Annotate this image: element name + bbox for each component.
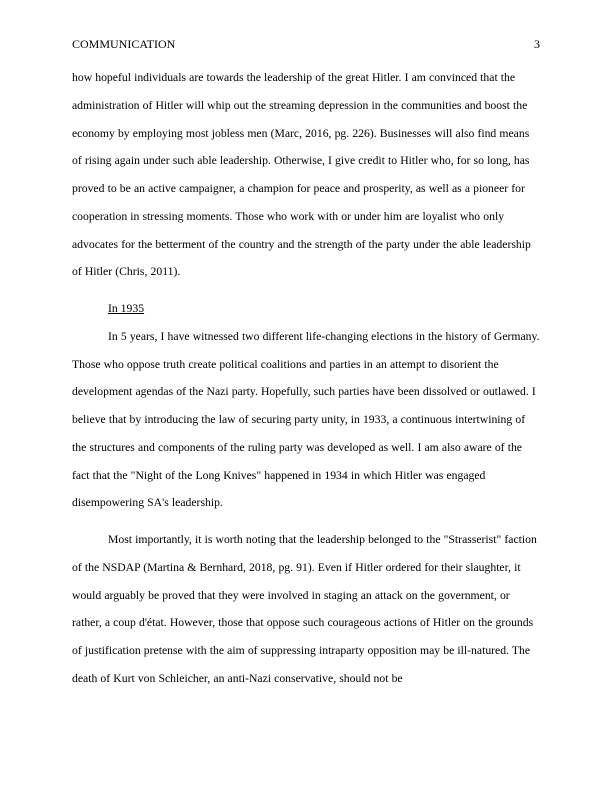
continuation-paragraph: how hopeful individuals are towards the leadership of the great Hitler. I am convinced that the administration of Hitler will whip out the streaming depression in the communities and boost the economy by employing most jobless men (Marc, 2016, pg. 226). Businesses will also find means of rising again under such able leadership. Otherwise, I give credit to Hitler who, for so long, has proved to be an active campaigner, a champion for peace and prosperity, as well as a pioneer for cooperation in stressing moments. Those who work with or under him are loyalist who only advocates for the betterment of the country and the strength of the party under the able leadership of Hitler (Chris, 2011). <box>72 71 531 279</box>
page-header <box>72 36 540 52</box>
page-number: 3 <box>534 37 540 51</box>
section-heading-text: In 1935 <box>108 302 145 315</box>
section-heading <box>72 295 540 323</box>
body-paragraph-2: In 5 years, I have witnessed two different life-changing elections in the history of Germany. Those who oppose truth create political coalitions and parties in an attempt to disorient the development agendas of the Nazi party. Hopefully, such parties have been dissolved or outlawed. I believe that by introducing the law of securing party unity, in 1933, a continuous intertwining of the structures and components of the ruling party was developed as well. I am also aware of the fact that the "Night of the Long Knives" happened in 1934 in which Hitler was engaged disempowering SA's leadership. <box>72 329 540 510</box>
running-head-title: COMMUNICATION <box>72 37 176 51</box>
body-paragraph-3: Most importantly, it is worth noting that the leadership belonged to the "Strasserist" faction of the NSDAP (Martina & Bernhard, 2018, pg. 91). Even if Hitler ordered for their slaughter, it would arguably be proved that they were involved in staging an attack on the government, or rather, a coup d'état. However, those that oppose such courageous actions of Hitler on the grounds of justification pretense with the aim of suppressing intraparty opposition may be ill-natured. The death of Kurt von Schleicher, an anti-Nazi conservative, should not be <box>72 533 537 685</box>
document-body <box>72 64 540 693</box>
